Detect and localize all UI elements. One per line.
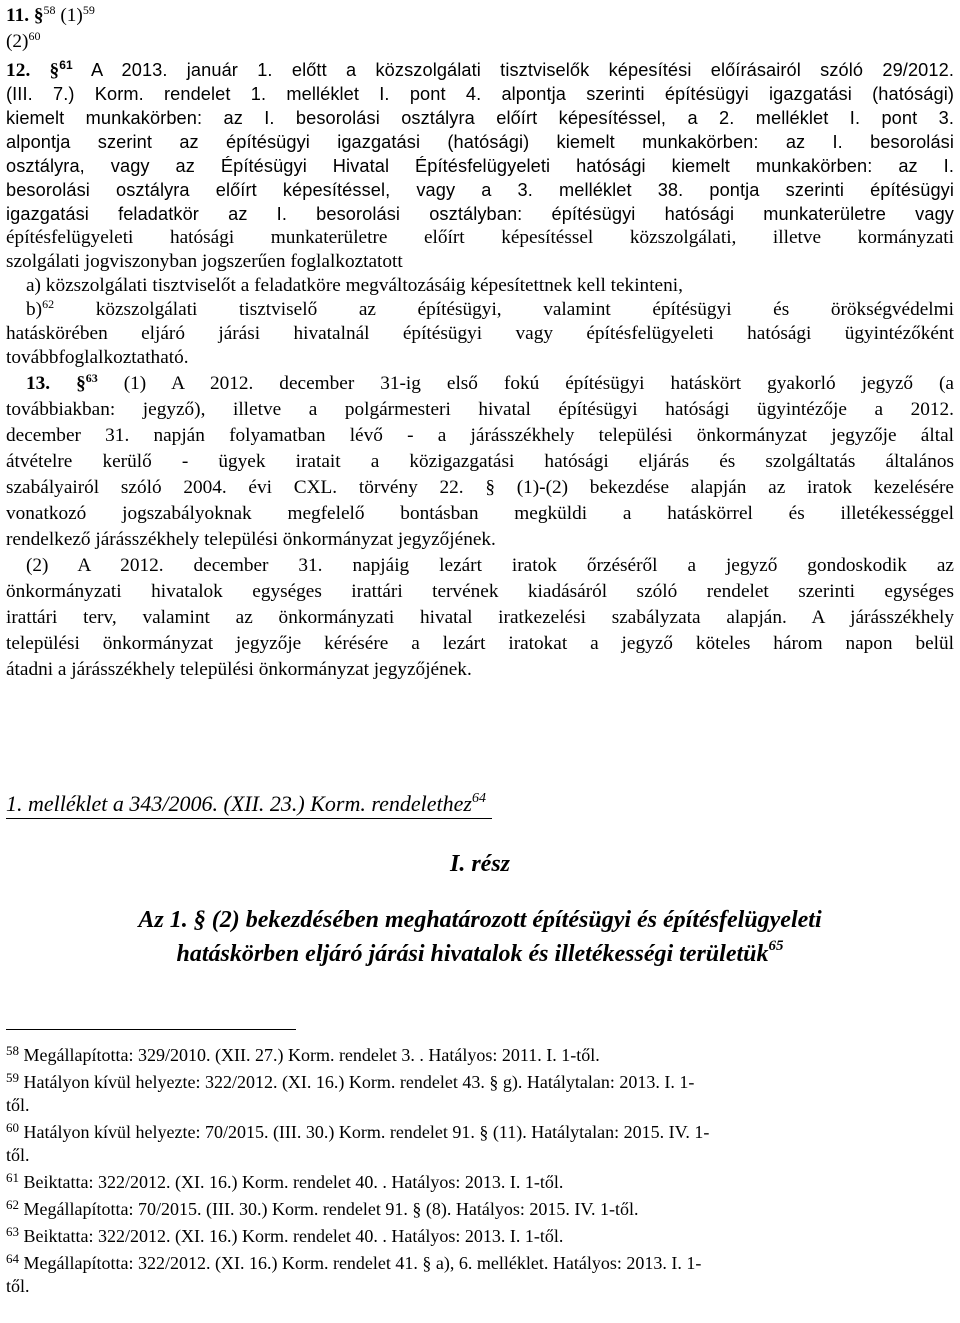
section-12-line-4: alpontja szerint az építésügyi igazgatási (hatósági) kiemelt munkakörben: az I. besorolási xyxy=(6,132,954,152)
footnote-59: $^{59}$ Hatályon kívül helyezte: 322/2012. (XI. 16.) Korm. rendelet 43. § g). Hatálytalan: 2013. I. 1- xyxy=(6,1070,695,1092)
footnote-64: $^{64}$ Megállapította: 322/2012. (XI. 16.) Korm. rendelet 41. § a), 6. melléklet. Hatályos: 2013. I. 1- xyxy=(6,1251,702,1273)
footnote-ref[interactable]: 64 xyxy=(471,791,486,806)
point-b-line-2: hatáskörében eljáró járási hivatalnál építésügyi vagy építésfelügyeleti hatósági ügyintézőként xyxy=(6,323,954,344)
footnote-ref[interactable]: 59 xyxy=(82,3,95,17)
annex-heading-line-1: Az 1. § (2) bekezdésében meghatározott építésügyi és építésfelügyeleti xyxy=(138,907,822,933)
annex-heading-line-2: hatáskörben eljáró járási hivatalok és illetékességi területük$^{65}$ xyxy=(176,938,784,967)
section-13-heading: 13. §$^{63}$ (1) A 2012. december 31-ig első fokú építésügyi hatáskört gyakorló jegyző (a xyxy=(26,371,954,394)
section-13-line-2: továbbiakban: jegyző), illetve a polgármesteri hivatal építésügyi hatósági ügyintézője a 2012. xyxy=(6,399,954,420)
section-12-line-2: (III. 7.) Korm. rendelet 1. melléklet I. pont 4. alpontja szerinti építésügyi igazgatási (hatósági) xyxy=(6,84,954,104)
footnote-ref[interactable]: 58 xyxy=(43,3,56,17)
section-13-line-4: átvételre kerülő - ügyek iratait a közigazgatási hatósági eljárás és szolgáltatás általános xyxy=(6,451,954,472)
section-12-line-1: 12. §$^{61}$ A 2013. január 1. előtt a közszolgálati tisztviselők képesítési előírásairól szóló 29/2012. xyxy=(6,58,954,81)
section-13-par-2-line-5: átadni a járásszékhely települési önkormányzat jegyzőjének. xyxy=(6,659,472,680)
section-13-par-2-line-3: irattári terv, valamint az önkormányzati hivatal iratkezelési szabályzata alapján. A járásszékhely xyxy=(6,607,954,628)
section-number: 11. xyxy=(6,5,30,26)
footnote-ref[interactable]: 61 xyxy=(59,58,73,72)
point-a: a) közszolgálati tisztviselőt a feladatköre megváltozásáig képesítettnek kell tekinteni, xyxy=(26,275,683,296)
section-13-line-3: december 31. napján folyamatban lévő - a járásszékhely települési önkormányzat jegyzője által xyxy=(6,425,954,446)
point-b: b)$^{62}$ közszolgálati tisztviselő az építésügyi, valamint építésügyi és örökségvédelmi xyxy=(26,297,955,320)
section-13-par-2: (2) A 2012. december 31. napjáig lezárt iratok őrzéséről a jegyző gondoskodik az xyxy=(26,555,954,576)
footnote-ref[interactable]: 60 xyxy=(28,29,41,43)
annex-title: 1. melléklet a 343/2006. (XII. 23.) Korm. rendelethez$^{64}$ xyxy=(6,790,492,819)
section-12-line-9: szolgálati jogviszonyban jogszerűen foglalkoztatott xyxy=(6,251,403,272)
footnote-61: $^{61}$ Beiktatta: 322/2012. (XI. 16.) Korm. rendelet 40. . Hatályos: 2013. I. 1-től. xyxy=(6,1170,564,1192)
paragraph-number: (1) xyxy=(60,5,83,26)
section-12-line-3: kiemelt munkakörben: az I. besorolási osztályra előírt képesítéssel, a 2. melléklet I. pont 3. xyxy=(6,108,954,128)
footnote-62: $^{62}$ Megállapította: 70/2015. (III. 30.) Korm. rendelet 91. § (8). Hatályos: 2015. IV. 1-től. xyxy=(6,1197,639,1219)
section-13-line-6: vonatkozó jogszabályoknak megfelelő bontásban megküldi a hatáskörrel és illetékességgel xyxy=(6,503,954,524)
footnote-59-cont: től. xyxy=(6,1095,30,1115)
section-13-par-2-line-4: települési önkormányzat jegyzője kérésére a lezárt iratokat a jegyző köteles három napon belül xyxy=(6,633,954,654)
part-heading: I. rész xyxy=(449,851,510,877)
footnote-ref[interactable]: 65 xyxy=(768,938,784,954)
footnote-ref[interactable]: 63 xyxy=(85,371,98,385)
section-13-line-5: szabályairól szóló 2004. évi CXL. törvény 22. § (1)-(2) bekezdése alapján az iratok kezelésére xyxy=(6,477,954,498)
section-12-line-7: igazgatási feladatkör az I. besorolási osztályban: építésügyi hatósági munkaterületre vagy xyxy=(6,204,954,224)
footnote-60: $^{60}$ Hatályon kívül helyezte: 70/2015. (III. 30.) Korm. rendelet 91. § (11). Hatálytalan: 2015. IV. 1- xyxy=(6,1120,710,1142)
footnote-64-cont: től. xyxy=(6,1276,30,1296)
footnote-ref[interactable]: 62 xyxy=(42,297,55,311)
footnote-58: $^{58}$ Megállapította: 329/2010. (XII. 27.) Korm. rendelet 3. . Hatályos: 2011. I. 1-től. xyxy=(6,1043,600,1065)
footnote-60-cont: től. xyxy=(6,1145,30,1165)
point-b-line-3: továbbfoglalkoztatható. xyxy=(6,347,189,368)
section-11-heading: 11. §$^{58}$ $(1)^{59}$ xyxy=(6,3,95,26)
section-12-line-5: osztályra, vagy az Építésügyi Hivatal Építésfelügyeleti hatósági kiemelt munkakörben: az I. xyxy=(6,156,954,176)
section-12-line-8: építésfelügyeleti hatósági munkaterületre előírt képesítéssel közszolgálati, illetve kormányzati xyxy=(6,227,954,248)
section-12-line-6: besorolási osztályra előírt képesítéssel, vagy a 3. melléklet 38. pontja szerinti építésügyi xyxy=(6,180,954,200)
footnote-separator xyxy=(6,1029,296,1030)
section-13-line-7: rendelkező járásszékhely települési önkormányzat jegyzőjének. xyxy=(6,529,496,550)
paragraph-2: $(2)^{60}$ xyxy=(6,29,41,52)
footnote-63: $^{63}$ Beiktatta: 322/2012. (XI. 16.) Korm. rendelet 40. . Hatályos: 2013. I. 1-től. xyxy=(6,1224,564,1246)
section-13-par-2-line-2: önkormányzati hivatalok egységes irattári tervének kiadásáról szóló rendelet szerinti egységes xyxy=(6,581,954,602)
